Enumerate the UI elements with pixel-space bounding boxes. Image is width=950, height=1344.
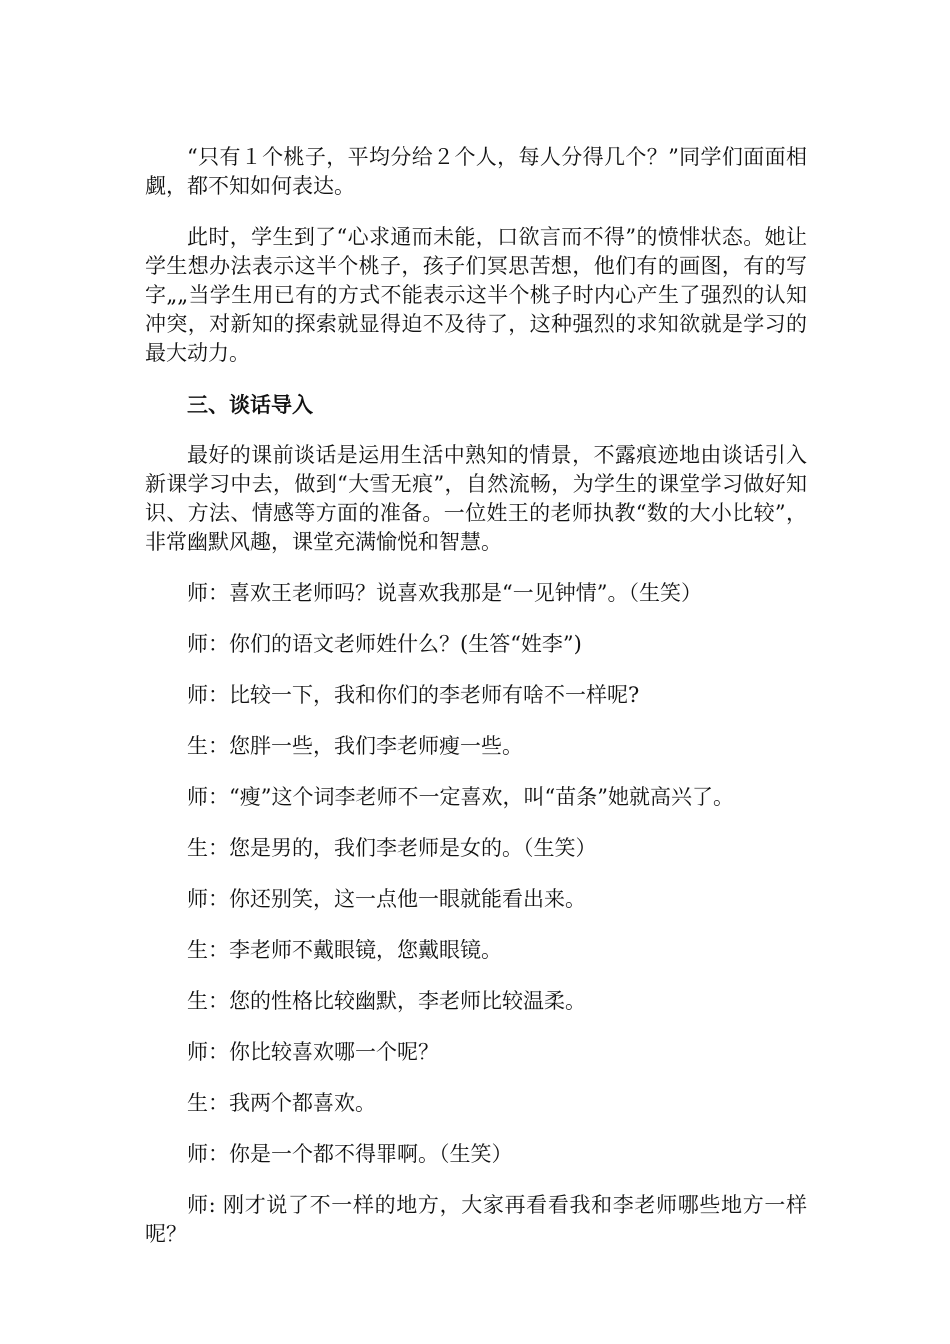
document-body bbox=[145, 143, 807, 1271]
dialogue-line: 生：您是男的，我们李老师是女的。（生笑） bbox=[187, 836, 597, 860]
dialogue-line: 生：我两个都喜欢。 bbox=[187, 1091, 376, 1115]
dialogue-line: 生：李老师不戴眼镜，您戴眼镜。 bbox=[187, 938, 502, 962]
paragraph-intro-talk: 最好的课前谈话是运用生活中熟知的情景，不露痕迹地由谈话引入新课学习中去，做到“大雪无痕”，自然流畅，为学生的课堂学习做好知识、方法、情感等方面的准备。一位姓王的老师执教“数的大小比较”，非常幽默风趣，课堂充满愉悦和智慧。 bbox=[145, 443, 807, 554]
dialogue-line: 师：你们的语文老师姓什么？(生答“姓李”) bbox=[187, 632, 582, 656]
dialogue-line: 师: 刚才说了不一样的地方，大家再看看我和李老师哪些地方一样呢？ bbox=[145, 1193, 807, 1246]
paragraph-cognitive-conflict: 此时，学生到了“心求通而未能，口欲言而不得”的愤悱状态。她让学生想办法表示这半个桃子，孩子们冥思苦想，他们有的画图，有的写字„„当学生用已有的方式不能表示这半个桃子时内心产生了强烈的认知冲突，对新知的探索就显得迫不及待了，这种强烈的求知欲就是学习的最大动力。 bbox=[145, 225, 807, 365]
dialogue-line: 师：喜欢王老师吗？说喜欢我那是“一见钟情”。（生笑） bbox=[187, 581, 702, 605]
dialogue-line: 师：比较一下，我和你们的李老师有啥不一样呢? bbox=[187, 683, 640, 707]
dialogue-line: 生：您的性格比较幽默，李老师比较温柔。 bbox=[187, 989, 586, 1013]
section-heading: 三、谈话导入 bbox=[187, 392, 313, 417]
paragraph-peach-question: “只有１个桃子，平均分给２个人，每人分得几个？”同学们面面相觑，都不知如何表达。 bbox=[145, 145, 807, 198]
dialogue-line: 师：你比较喜欢哪一个呢？ bbox=[187, 1040, 439, 1064]
dialogue-line: 师：“瘦”这个词李老师不一定喜欢，叫“苗条”她就高兴了。 bbox=[187, 785, 734, 809]
dialogue-line: 生：您胖一些，我们李老师瘦一些。 bbox=[187, 734, 523, 758]
dialogue-line: 师：你是一个都不得罪啊。（生笑） bbox=[187, 1142, 513, 1166]
dialogue-line: 师：你还别笑，这一点他一眼就能看出来。 bbox=[187, 887, 586, 911]
